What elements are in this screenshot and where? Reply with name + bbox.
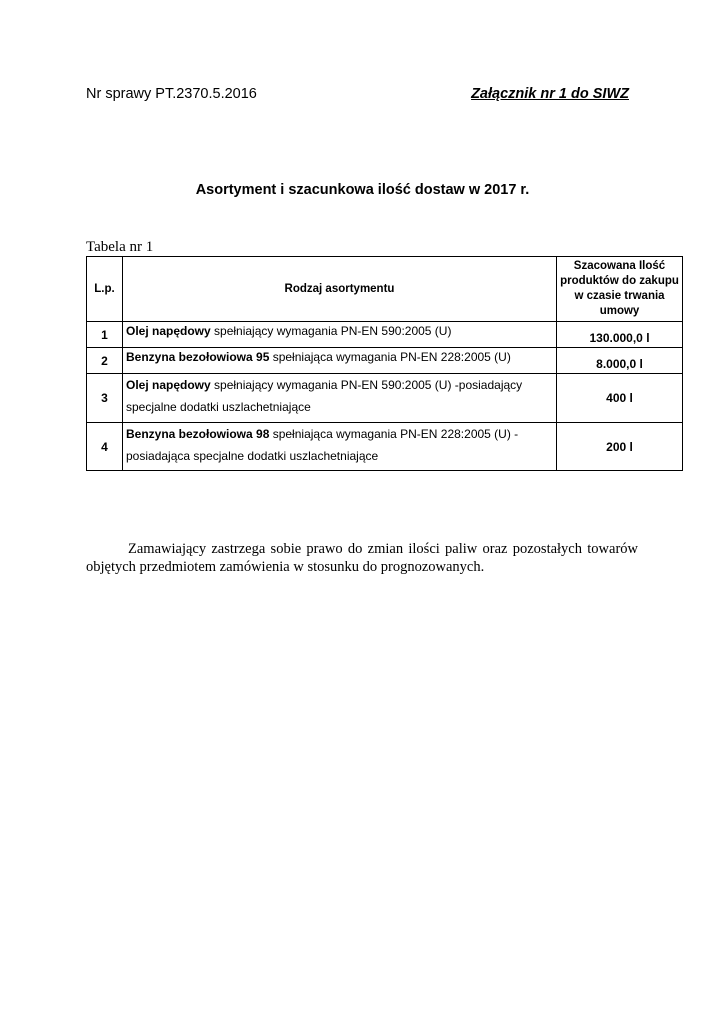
table-row (87, 374, 683, 423)
row-name (123, 348, 557, 374)
row-name-bold: Benzyna bezołowiowa 98 (126, 427, 270, 441)
header-lp: L.p. (87, 257, 123, 322)
assortment-table (86, 256, 683, 471)
header-name: Rodzaj asortymentu (123, 257, 557, 322)
table-caption: Tabela nr 1 (86, 239, 154, 255)
row-lp: 4 (87, 423, 123, 471)
row-qty: 8.000,0 l (557, 348, 683, 374)
row-name (123, 322, 557, 348)
row-name-bold: Benzyna bezołowiowa 95 (126, 350, 270, 364)
attachment-label: Załącznik nr 1 do SIWZ (471, 86, 629, 102)
row-lp: 3 (87, 374, 123, 423)
table-row (87, 322, 683, 348)
row-name-bold: Olej napędowy (126, 324, 211, 338)
row-lp: 2 (87, 348, 123, 374)
table-header-row (87, 257, 683, 322)
row-name-bold: Olej napędowy (126, 378, 211, 392)
row-name (123, 423, 557, 471)
row-name-rest: spełniający wymagania PN-EN 590:2005 (U) -posiadający specjalne dodatki uszlachetniające (126, 378, 523, 414)
header-qty: Szacowana Ilość produktów do zakupu w czasie trwania umowy (557, 257, 683, 322)
reservation-paragraph: Zamawiający zastrzega sobie prawo do zmian ilości paliw oraz pozostałych towarów objętych przedmiotem zamówienia w stosunku do prognozowanych. (86, 541, 638, 575)
row-qty: 130.000,0 l (557, 322, 683, 348)
case-number: Nr sprawy PT.2370.5.2016 (86, 86, 257, 102)
row-name-rest: spełniający wymagania PN-EN 590:2005 (U) (210, 324, 452, 338)
row-name-rest: spełniająca wymagania PN-EN 228:2005 (U) (269, 350, 511, 364)
row-qty: 400 l (557, 374, 683, 423)
row-name-rest: spełniająca wymagania PN-EN 228:2005 (U) - posiadająca specjalne dodatki uszlachetniające (126, 427, 519, 463)
table-row (87, 423, 683, 471)
row-lp: 1 (87, 322, 123, 348)
row-qty: 200 l (557, 423, 683, 471)
document-title: Asortyment i szacunkowa ilość dostaw w 2017 r. (195, 182, 530, 198)
row-name (123, 374, 557, 423)
table-row (87, 348, 683, 374)
